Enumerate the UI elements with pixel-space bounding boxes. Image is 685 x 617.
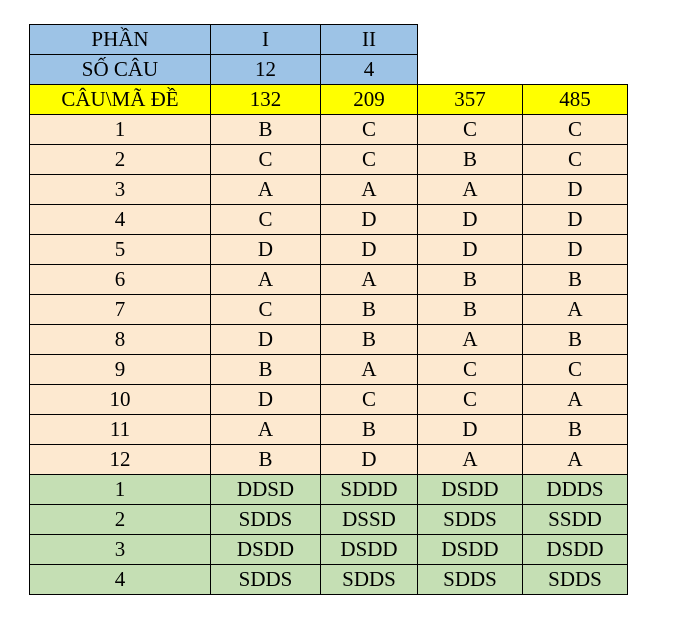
answer-cell: DDDS [523,475,628,505]
answer-cell: B [418,145,523,175]
empty-cell [418,25,523,55]
answer-cell: C [418,115,523,145]
question-number: 9 [30,355,211,385]
answer-cell: DSDD [418,535,523,565]
answer-cell: C [321,385,418,415]
answer-cell: D [321,205,418,235]
header-value: 4 [321,55,418,85]
question-number: 11 [30,415,211,445]
answer-cell: A [321,265,418,295]
answer-cell: C [211,205,321,235]
empty-cell [418,55,523,85]
answer-cell: D [418,235,523,265]
answer-cell: A [418,445,523,475]
answer-cell: A [211,415,321,445]
answer-cell: D [418,205,523,235]
question-number: 12 [30,445,211,475]
part1-row [30,445,628,475]
question-number: 10 [30,385,211,415]
answer-cell: A [523,445,628,475]
header-label: SỐ CÂU [30,55,211,85]
question-number: 3 [30,535,211,565]
answer-cell: C [523,145,628,175]
answer-cell: A [523,385,628,415]
answer-cell: D [523,205,628,235]
empty-cell [523,25,628,55]
answer-cell: DSSD [321,505,418,535]
exam-code: 485 [523,85,628,115]
exam-code: 132 [211,85,321,115]
part1-row [30,175,628,205]
answer-cell: D [523,235,628,265]
answer-cell: B [321,295,418,325]
answer-cell: B [523,265,628,295]
answer-cell: B [211,355,321,385]
question-number: 3 [30,175,211,205]
part-row [30,25,628,55]
answer-cell: C [211,145,321,175]
answer-cell: B [321,415,418,445]
answer-cell: B [523,415,628,445]
answer-cell: SDDS [321,565,418,595]
answer-cell: A [418,325,523,355]
part1-row [30,145,628,175]
answer-cell: B [418,295,523,325]
answer-cell: D [211,325,321,355]
part1-row [30,325,628,355]
answer-cell: A [523,295,628,325]
answer-cell: DSDD [321,535,418,565]
answer-key-table [29,24,628,595]
header-value: I [211,25,321,55]
answer-cell: D [211,235,321,265]
empty-cell [523,55,628,85]
answer-cell: SDDS [211,565,321,595]
answer-cell: DSDD [211,535,321,565]
answer-cell: SDDD [321,475,418,505]
question-number: 4 [30,205,211,235]
exam-code: 209 [321,85,418,115]
answer-cell: C [321,115,418,145]
question-number: 4 [30,565,211,595]
part1-row [30,355,628,385]
question-count-row [30,55,628,85]
answer-cell: A [211,265,321,295]
part2-row [30,505,628,535]
question-number: 6 [30,265,211,295]
answer-cell: B [211,445,321,475]
question-number: 8 [30,325,211,355]
answer-cell: A [211,175,321,205]
question-number: 2 [30,145,211,175]
answer-cell: C [418,385,523,415]
answer-cell: SDDS [211,505,321,535]
answer-cell: D [211,385,321,415]
header-value: II [321,25,418,55]
part2-row [30,535,628,565]
part1-row [30,265,628,295]
answer-cell: DDSD [211,475,321,505]
answer-cell: C [523,115,628,145]
part1-row [30,205,628,235]
answer-cell: SDDS [418,565,523,595]
answer-cell: C [418,355,523,385]
question-number: 7 [30,295,211,325]
answer-cell: DSDD [523,535,628,565]
answer-cell: SDDS [523,565,628,595]
answer-cell: B [523,325,628,355]
part1-row [30,415,628,445]
answer-cell: B [418,265,523,295]
answer-cell: C [211,295,321,325]
question-number: 5 [30,235,211,265]
answer-cell: D [321,235,418,265]
answer-cell: C [321,145,418,175]
answer-cell: SDDS [418,505,523,535]
code-row-label: CÂU\MÃ ĐỀ [30,85,211,115]
answer-cell: C [523,355,628,385]
answer-cell: SSDD [523,505,628,535]
exam-code: 357 [418,85,523,115]
part1-row [30,235,628,265]
question-number: 1 [30,115,211,145]
part2-row [30,475,628,505]
question-number: 2 [30,505,211,535]
header-value: 12 [211,55,321,85]
part1-row [30,385,628,415]
answer-cell: DSDD [418,475,523,505]
answer-cell: D [321,445,418,475]
answer-cell: D [418,415,523,445]
answer-cell: A [418,175,523,205]
exam-code-row [30,85,628,115]
answer-cell: B [211,115,321,145]
part2-row [30,565,628,595]
answer-cell: D [523,175,628,205]
part1-row [30,115,628,145]
question-number: 1 [30,475,211,505]
part1-row [30,295,628,325]
answer-cell: A [321,355,418,385]
answer-cell: A [321,175,418,205]
header-label: PHẦN [30,25,211,55]
answer-cell: B [321,325,418,355]
